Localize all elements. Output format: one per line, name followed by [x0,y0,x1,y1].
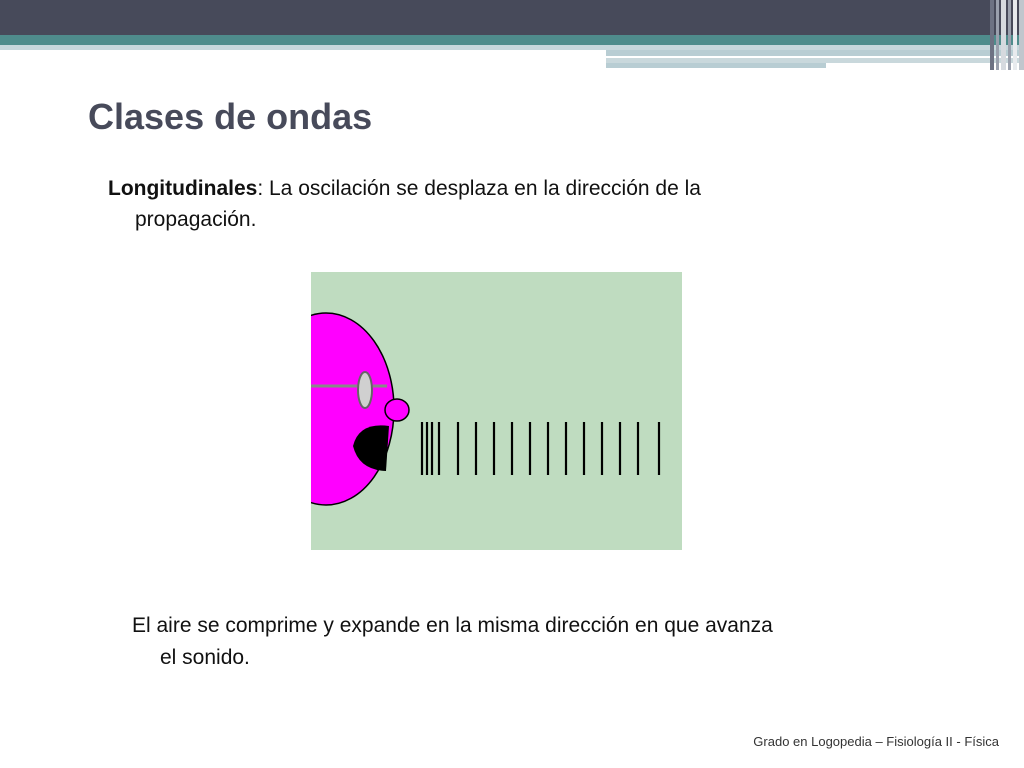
wavefront-lines [422,422,659,475]
face-icon [311,272,394,550]
slide-title: Clases de ondas [88,96,373,137]
explanation-text-continued: el sonido. [160,646,250,669]
longitudinal-wave-figure [311,272,682,550]
header-bar [0,0,1024,35]
slide-footer: Grado en Logopedia – Fisiología II - Física [753,734,999,749]
term-longitudinales: Longitudinales [108,177,258,200]
header-vertical-stripes [990,0,1024,70]
ear-icon [385,399,409,421]
wave-animation-frame [311,272,682,550]
explanation-paragraph [132,610,938,674]
definition-text: La oscilación se desplaza en la dirección de la [263,177,701,200]
definition-paragraph [108,173,944,235]
term-separator: : [257,177,264,200]
explanation-text: El aire se comprime y expande en la misma dirección en que avanza [132,614,773,637]
header-right-band-short [606,63,826,68]
header-accent-bar [0,35,1024,45]
definition-text-continued: propagación. [135,208,257,231]
